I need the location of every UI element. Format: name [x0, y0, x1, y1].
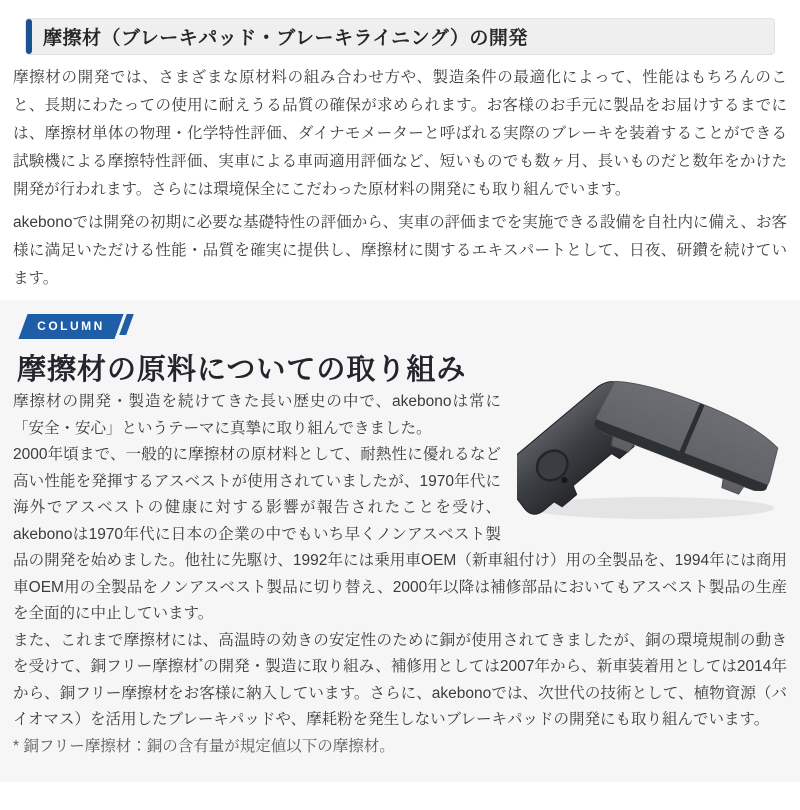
column-paragraph-3-rest: の開発・製造に取り組み、補修用としては2007年から、新車装着用としては2014年から、銅フリー摩擦材をお客様に納入しています。さらに、akebonoでは、次世代の技術として、植物資源（バイオマス）を活用したブレーキパッドや、摩耗粉を発生しないブレーキパッドの開発にも取り組んでいます。: [13, 658, 787, 728]
header-accent-bar: [26, 19, 32, 54]
page-title: 摩擦材（ブレーキパッド・ブレーキライニング）の開発: [43, 28, 528, 49]
column-section: [0, 300, 800, 782]
page-container: [0, 18, 800, 810]
column-badge: [23, 314, 119, 335]
brake-pads-illustration: [517, 375, 787, 525]
column-badge-body: [18, 314, 123, 339]
column-paragraph-3-lead: また、これまで摩擦材には、高温時の効きの安定性のために銅が使用されてきましたが、銅の環境規制の動きを受けて、銅フリー摩擦材: [13, 631, 787, 675]
column-paragraph-3: [13, 628, 787, 734]
brake-pads-image: [517, 375, 787, 525]
column-badge-label: COLUMN: [37, 319, 105, 333]
column-paragraph-2: 2000年頃まで、一般的に摩擦材の原材料として、耐熱性に優れるなど高い性能を発揮するアスベストが使用されていましたが、1970年代に海外でアスベストの健康に対する影響が報告されたことを受け、akebonoは1970年代に日本の企業の中でもいち早くノンアスベスト製品の開発を始めました。他社に先駆け、1992年には乗用車OEM（新車組付け）用の全製品を、1994年には商用車OEM用の全製品をノンアスベスト製品に切り替え、2000年以降は補修部品においてもアスベスト製品の生産を全面的に中止しています。: [13, 446, 787, 622]
intro-paragraph-2: akebonoでは開発の初期に必要な基礎特性の評価から、実車の評価までを実施できる設備を自社内に備え、お客様に満足いただける性能・品質を確実に提供し、摩擦材に関するエキスパートとして、日夜、研鑽を続けています。: [13, 214, 787, 287]
footnote-marker: *: [199, 656, 203, 668]
page-header: [25, 18, 775, 55]
column-paragraph-1: 摩擦材の開発・製造を続けてきた長い歴史の中で、akebonoは常に「安全・安心」というテーマに真摯に取り組んできました。: [13, 393, 501, 437]
column-heading: 摩擦材の原料についての取り組み: [17, 354, 467, 386]
intro-paragraph-1: 摩擦材の開発では、さまざまな原材料の組み合わせ方や、製造条件の最適化によって、性能はもちろんのこと、長期にわたっての使用に耐えうる品質の確保が求められます。お客様のお手元に製品をお届けするまでには、摩擦材単体の物理・化学特性評価、ダイナモメーターと呼ばれる実際のブレーキを装着することができる試験機による摩擦特性評価、実車による車両適用評価など、短いものでも数ヶ月、長いものだと数年をかけた開発が行われます。さらには環境保全にこだわった原材料の開発にも取り組んでいます。: [13, 69, 787, 198]
footnote-text: * 銅フリー摩擦材：銅の含有量が規定値以下の摩擦材。: [13, 737, 395, 755]
intro-section: [0, 55, 800, 293]
